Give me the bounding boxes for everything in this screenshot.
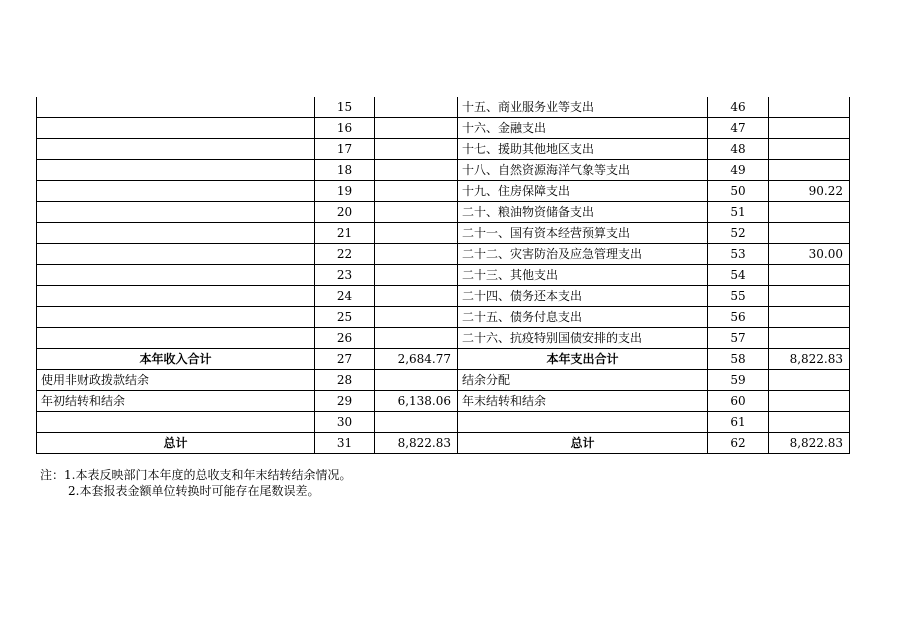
expense-item-cell: 二十三、其他支出 xyxy=(458,265,708,286)
expense-row-number: 59 xyxy=(708,370,769,391)
income-amount-cell xyxy=(375,160,458,181)
expense-amount-cell xyxy=(769,265,850,286)
expense-amount-cell: 30.00 xyxy=(769,244,850,265)
expense-row-number: 58 xyxy=(708,349,769,370)
expense-row-number: 48 xyxy=(708,139,769,160)
income-row-number: 17 xyxy=(315,139,375,160)
table-row xyxy=(37,286,850,307)
expense-amount-cell: 8,822.83 xyxy=(769,433,850,454)
table-row xyxy=(37,349,850,370)
expense-amount-cell xyxy=(769,97,850,118)
income-amount-cell xyxy=(375,181,458,202)
income-item-cell xyxy=(37,97,315,118)
expense-item-cell: 二十五、债务付息支出 xyxy=(458,307,708,328)
table-row xyxy=(37,370,850,391)
table-row xyxy=(37,160,850,181)
expense-item-cell: 十九、住房保障支出 xyxy=(458,181,708,202)
table-notes xyxy=(40,467,351,499)
income-row-number: 20 xyxy=(315,202,375,223)
income-item-cell: 本年收入合计 xyxy=(37,349,315,370)
table-row xyxy=(37,412,850,433)
table-row xyxy=(37,265,850,286)
expense-amount-cell xyxy=(769,286,850,307)
income-item-cell xyxy=(37,181,315,202)
table-row xyxy=(37,391,850,412)
expense-row-number: 52 xyxy=(708,223,769,244)
expense-item-cell: 二十六、抗疫特别国债安排的支出 xyxy=(458,328,708,349)
expense-item-cell: 十六、金融支出 xyxy=(458,118,708,139)
income-row-number: 16 xyxy=(315,118,375,139)
table-row xyxy=(37,139,850,160)
expense-row-number: 54 xyxy=(708,265,769,286)
expense-amount-cell: 90.22 xyxy=(769,181,850,202)
income-item-cell xyxy=(37,328,315,349)
income-amount-cell xyxy=(375,97,458,118)
table-row xyxy=(37,307,850,328)
income-amount-cell xyxy=(375,244,458,265)
table-row xyxy=(37,244,850,265)
income-row-number: 28 xyxy=(315,370,375,391)
income-row-number: 24 xyxy=(315,286,375,307)
note-line-2: 2.本套报表金额单位转换时可能存在尾数误差。 xyxy=(68,484,320,498)
income-row-number: 31 xyxy=(315,433,375,454)
table-body xyxy=(37,97,850,454)
expense-amount-cell xyxy=(769,139,850,160)
expense-item-cell: 本年支出合计 xyxy=(458,349,708,370)
expense-row-number: 47 xyxy=(708,118,769,139)
income-row-number: 22 xyxy=(315,244,375,265)
expense-item-cell: 十八、自然资源海洋气象等支出 xyxy=(458,160,708,181)
expense-amount-cell xyxy=(769,412,850,433)
income-amount-cell xyxy=(375,223,458,244)
income-item-cell: 使用非财政拨款结余 xyxy=(37,370,315,391)
income-item-cell xyxy=(37,202,315,223)
expense-amount-cell xyxy=(769,370,850,391)
table-row xyxy=(37,433,850,454)
table-row xyxy=(37,223,850,244)
income-item-cell xyxy=(37,286,315,307)
income-item-cell xyxy=(37,139,315,160)
income-amount-cell xyxy=(375,370,458,391)
expense-amount-cell xyxy=(769,391,850,412)
expense-row-number: 60 xyxy=(708,391,769,412)
income-row-number: 19 xyxy=(315,181,375,202)
income-amount-cell: 6,138.06 xyxy=(375,391,458,412)
expense-item-cell: 总计 xyxy=(458,433,708,454)
income-amount-cell xyxy=(375,265,458,286)
expense-amount-cell xyxy=(769,223,850,244)
expense-item-cell: 二十一、国有资本经营预算支出 xyxy=(458,223,708,244)
table-row xyxy=(37,118,850,139)
income-item-cell xyxy=(37,244,315,265)
income-amount-cell xyxy=(375,412,458,433)
income-item-cell xyxy=(37,412,315,433)
income-amount-cell: 8,822.83 xyxy=(375,433,458,454)
income-row-number: 18 xyxy=(315,160,375,181)
income-row-number: 27 xyxy=(315,349,375,370)
table-row xyxy=(37,328,850,349)
income-row-number: 29 xyxy=(315,391,375,412)
expense-amount-cell xyxy=(769,160,850,181)
income-amount-cell xyxy=(375,118,458,139)
income-row-number: 23 xyxy=(315,265,375,286)
income-amount-cell xyxy=(375,307,458,328)
expense-item-cell: 二十、粮油物资储备支出 xyxy=(458,202,708,223)
income-row-number: 21 xyxy=(315,223,375,244)
expense-row-number: 53 xyxy=(708,244,769,265)
expense-item-cell: 十五、商业服务业等支出 xyxy=(458,97,708,118)
expense-amount-cell xyxy=(769,202,850,223)
expense-row-number: 51 xyxy=(708,202,769,223)
income-amount-cell xyxy=(375,286,458,307)
note-line-1: 注：1.本表反映部门本年度的总收支和年末结转结余情况。 xyxy=(40,468,352,482)
expense-item-cell: 结余分配 xyxy=(458,370,708,391)
income-amount-cell: 2,684.77 xyxy=(375,349,458,370)
table-row xyxy=(37,202,850,223)
expense-item-cell: 年末结转和结余 xyxy=(458,391,708,412)
expense-row-number: 55 xyxy=(708,286,769,307)
expense-item-cell: 二十四、债务还本支出 xyxy=(458,286,708,307)
income-amount-cell xyxy=(375,328,458,349)
expense-row-number: 46 xyxy=(708,97,769,118)
income-row-number: 15 xyxy=(315,97,375,118)
expense-item-cell xyxy=(458,412,708,433)
income-row-number: 30 xyxy=(315,412,375,433)
expense-amount-cell xyxy=(769,328,850,349)
income-row-number: 26 xyxy=(315,328,375,349)
income-item-cell xyxy=(37,307,315,328)
income-item-cell xyxy=(37,265,315,286)
expense-row-number: 56 xyxy=(708,307,769,328)
table-row xyxy=(37,181,850,202)
income-item-cell xyxy=(37,118,315,139)
expense-row-number: 62 xyxy=(708,433,769,454)
income-expense-table xyxy=(36,97,850,454)
expense-amount-cell: 8,822.83 xyxy=(769,349,850,370)
expense-row-number: 50 xyxy=(708,181,769,202)
income-item-cell xyxy=(37,160,315,181)
income-item-cell: 总计 xyxy=(37,433,315,454)
expense-row-number: 61 xyxy=(708,412,769,433)
income-item-cell xyxy=(37,223,315,244)
expense-amount-cell xyxy=(769,118,850,139)
expense-item-cell: 二十二、灾害防治及应急管理支出 xyxy=(458,244,708,265)
expense-row-number: 57 xyxy=(708,328,769,349)
expense-row-number: 49 xyxy=(708,160,769,181)
expense-amount-cell xyxy=(769,307,850,328)
income-item-cell: 年初结转和结余 xyxy=(37,391,315,412)
expense-item-cell: 十七、援助其他地区支出 xyxy=(458,139,708,160)
table-row xyxy=(37,97,850,118)
income-amount-cell xyxy=(375,202,458,223)
income-amount-cell xyxy=(375,139,458,160)
income-row-number: 25 xyxy=(315,307,375,328)
